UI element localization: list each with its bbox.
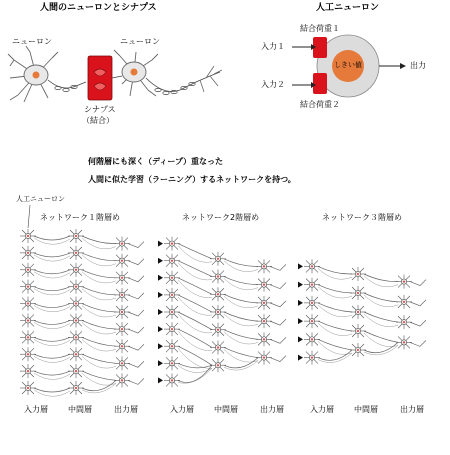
net1-axon <box>34 253 70 257</box>
artificial-neuron-title: 人工ニューロン <box>316 3 380 13</box>
threshold-label: しきい値 <box>334 61 362 69</box>
net3-layer2-neuron-icon <box>350 324 366 338</box>
net1-output-dendrite <box>128 344 144 350</box>
net3-layer1-neuron-icon <box>304 259 320 273</box>
net2-axon <box>178 278 212 294</box>
net3-layer1-neuron-icon <box>304 278 320 292</box>
net3-layer3-neuron-icon <box>396 275 412 289</box>
neuron-right-icon <box>114 50 158 96</box>
weight-1-label: 結合荷重１ <box>300 24 340 33</box>
net3-output-dendrite <box>410 340 426 346</box>
net1-layer3-neuron-icon <box>114 237 130 251</box>
net2-layer1-neuron-icon <box>164 271 180 285</box>
net2-layer1-neuron-icon <box>164 373 180 387</box>
axon-extension <box>146 66 222 95</box>
net1-output-dendrite <box>128 378 144 384</box>
net1-axon <box>82 356 116 368</box>
net2-axon <box>178 346 212 365</box>
net2-input-arrow-icon <box>158 241 163 247</box>
net1-axon <box>34 236 70 240</box>
net1-layer2-neuron-icon <box>68 330 84 344</box>
net2-layer1-neuron-icon <box>164 339 180 353</box>
net3-input-arrow-icon <box>298 318 303 324</box>
net1-output-dendrite <box>128 310 144 316</box>
net2-layer1-neuron-icon <box>164 237 180 251</box>
net2-layer1-neuron-icon <box>164 305 180 319</box>
net3-layer3-neuron-icon <box>396 315 412 329</box>
net2-axon <box>224 358 258 368</box>
net1-axon <box>82 339 116 351</box>
net1-layer3-neuron-icon <box>114 271 130 285</box>
net2-layer2-neuron-icon <box>210 252 226 266</box>
input-1-label: 入力１ <box>261 42 285 51</box>
net3-axon <box>318 321 352 331</box>
net2-axon <box>178 314 212 333</box>
net3-axon <box>364 331 398 342</box>
net3-axon <box>318 287 352 298</box>
net1-axon <box>34 337 70 341</box>
net2-axon <box>224 347 258 357</box>
net1-axon <box>34 356 70 362</box>
weight-2-label: 結合荷重２ <box>300 100 340 109</box>
net2-layer3-neuron-icon <box>256 332 272 346</box>
net2-output-dendrite <box>270 264 286 270</box>
net3-layer1-neuron-icon <box>304 296 320 310</box>
net1-axon <box>82 253 116 261</box>
net3-axon <box>318 339 352 350</box>
net3-axon <box>318 285 352 293</box>
net1-axon <box>34 373 70 379</box>
net1-axon <box>82 322 116 334</box>
net1-axon <box>82 371 116 380</box>
net2-axon <box>224 349 258 362</box>
net2-hidden-layer-label: 中間層 <box>214 405 238 414</box>
net3-layer2-neuron-icon <box>350 343 366 357</box>
net2-layer3-neuron-icon <box>256 259 272 273</box>
net1-output-dendrite <box>128 327 144 333</box>
net1-output-dendrite <box>128 259 144 265</box>
net2-axon <box>224 330 258 340</box>
net2-layer3-neuron-icon <box>256 296 272 310</box>
net3-layer1-neuron-icon <box>304 314 320 328</box>
net2-output-dendrite <box>270 301 286 307</box>
net1-layer1-neuron-icon <box>20 381 36 395</box>
neuron-left-icon <box>8 46 58 102</box>
net3-output-dendrite <box>410 300 426 306</box>
output-arrow-icon <box>400 63 406 69</box>
neuron-right-label: ニューロン <box>120 37 160 46</box>
net2-axon <box>178 312 212 330</box>
net1-layer1-neuron-icon <box>20 347 36 361</box>
weight-2-block <box>313 73 327 94</box>
net3-output-layer-label: 出力層 <box>400 405 424 414</box>
net3-axon <box>364 295 398 307</box>
net1-axon <box>82 304 116 312</box>
net2-input-arrow-icon <box>158 360 163 366</box>
deep-network <box>20 205 426 396</box>
artificial-neuron-label: 人工ニューロン <box>16 195 65 203</box>
net3-axon <box>364 333 398 347</box>
artificial-neuron-pointer <box>28 205 30 228</box>
net1-layer1-neuron-icon <box>20 263 36 277</box>
net2-axon <box>224 294 258 303</box>
net2-output-layer-label: 出力層 <box>260 405 284 414</box>
net1-layer2-neuron-icon <box>68 381 84 395</box>
net1-layer2-neuron-icon <box>68 280 84 294</box>
net3-input-arrow-icon <box>298 336 303 342</box>
axon-right <box>112 76 122 78</box>
network-3-title: ネットワーク３階層め <box>322 213 402 222</box>
net3-input-layer-label: 入力層 <box>310 405 334 414</box>
caption-line-1: 何階層にも深く（ディープ）重なった <box>88 157 224 166</box>
human-neuron-title: 人間のニューロンとシナプス <box>40 3 157 13</box>
net1-axon <box>34 238 70 244</box>
net1-axon <box>34 306 70 312</box>
input-2-label: 入力２ <box>261 80 285 89</box>
net1-axon <box>34 390 70 396</box>
net1-layer2-neuron-icon <box>68 246 84 260</box>
net1-layer3-neuron-icon <box>114 305 130 319</box>
net2-axon <box>178 297 212 315</box>
net3-input-arrow-icon <box>298 300 303 306</box>
network-2-title: ネットワーク2階層め <box>182 213 260 222</box>
net2-layer2-neuron-icon <box>210 358 226 372</box>
net1-layer1-neuron-icon <box>20 280 36 294</box>
net2-output-dendrite <box>270 283 286 289</box>
net2-axon <box>224 314 258 326</box>
net3-input-arrow-icon <box>298 355 303 361</box>
net3-output-dendrite <box>410 320 426 326</box>
net2-layer3-neuron-icon <box>256 278 272 292</box>
net1-layer1-neuron-icon <box>20 364 36 378</box>
net1-axon <box>34 371 70 375</box>
net2-input-arrow-icon <box>158 258 163 264</box>
net3-layer2-neuron-icon <box>350 305 366 319</box>
net1-axon <box>34 255 70 261</box>
net3-axon <box>364 293 398 302</box>
net2-axon <box>224 312 258 321</box>
net2-layer1-neuron-icon <box>164 356 180 370</box>
net1-axon <box>34 339 70 345</box>
net1-output-dendrite <box>128 242 144 248</box>
net2-axon <box>224 277 258 285</box>
net3-axon <box>364 314 398 327</box>
synapse-block <box>88 56 112 100</box>
net2-input-arrow-icon <box>158 326 163 332</box>
net3-layer3-neuron-icon <box>396 335 412 349</box>
net1-layer3-neuron-icon <box>114 254 130 268</box>
net2-layer2-neuron-icon <box>210 305 226 319</box>
net1-output-dendrite <box>128 361 144 367</box>
net2-layer2-neuron-icon <box>210 270 226 284</box>
net1-axon <box>34 287 70 291</box>
net3-output-dendrite <box>410 280 426 286</box>
net1-layer1-neuron-icon <box>20 297 36 311</box>
net1-hidden-layer-label: 中間層 <box>68 405 92 414</box>
net3-layer1-neuron-icon <box>304 351 320 365</box>
net2-layer1-neuron-icon <box>164 322 180 336</box>
net1-axon <box>34 270 70 274</box>
net1-layer2-neuron-icon <box>68 229 84 243</box>
net1-layer2-neuron-icon <box>68 313 84 327</box>
net3-layer2-neuron-icon <box>350 267 366 281</box>
net2-layer1-neuron-icon <box>164 254 180 268</box>
net1-axon <box>34 322 70 328</box>
net1-axon <box>82 306 116 317</box>
net3-layer3-neuron-icon <box>396 295 412 309</box>
axon-left <box>48 80 86 92</box>
net2-layer2-neuron-icon <box>210 323 226 337</box>
net1-layer3-neuron-icon <box>114 356 130 370</box>
net2-axon <box>224 296 258 308</box>
net2-input-arrow-icon <box>158 343 163 349</box>
net2-axon <box>178 263 212 280</box>
net1-input-layer-label: 入力層 <box>24 405 48 414</box>
net1-axon <box>34 289 70 295</box>
net2-axon <box>178 331 212 351</box>
net1-axon <box>34 304 70 308</box>
net1-axon <box>82 337 116 346</box>
net1-axon <box>34 354 70 358</box>
net2-layer3-neuron-icon <box>256 351 272 365</box>
net2-axon <box>178 246 212 263</box>
net3-axon <box>318 323 352 335</box>
biological-neurons-panel <box>8 46 222 102</box>
net2-layer2-neuron-icon <box>210 340 226 354</box>
net2-output-dendrite <box>270 337 286 343</box>
net1-output-layer-label: 出力層 <box>114 405 138 414</box>
net1-layer1-neuron-icon <box>20 246 36 260</box>
net1-layer1-neuron-icon <box>20 330 36 344</box>
net1-axon <box>82 270 116 278</box>
net1-layer2-neuron-icon <box>68 364 84 378</box>
net2-axon <box>224 332 258 344</box>
net1-axon <box>34 388 70 392</box>
net1-layer3-neuron-icon <box>114 373 130 387</box>
net3-axon <box>318 341 352 354</box>
net2-input-arrow-icon <box>158 275 163 281</box>
net1-layer1-neuron-icon <box>20 313 36 327</box>
net1-axon <box>82 354 116 363</box>
net3-axon <box>364 342 398 352</box>
net1-layer1-neuron-icon <box>20 229 36 243</box>
net3-axon <box>318 350 352 360</box>
net1-layer3-neuron-icon <box>114 322 130 336</box>
net3-layer1-neuron-icon <box>304 332 320 346</box>
net2-layer2-neuron-icon <box>210 287 226 301</box>
net3-input-arrow-icon <box>298 263 303 269</box>
net3-axon <box>318 303 352 312</box>
net3-hidden-layer-label: 中間層 <box>354 405 378 414</box>
net2-input-layer-label: 入力層 <box>170 405 194 414</box>
net1-layer2-neuron-icon <box>68 297 84 311</box>
net1-axon <box>82 320 116 329</box>
net1-axon <box>82 380 116 390</box>
output-label: 出力 <box>410 61 426 70</box>
net1-axon <box>82 287 116 295</box>
net1-layer2-neuron-icon <box>68 263 84 277</box>
net3-axon <box>364 312 398 322</box>
net2-input-arrow-icon <box>158 377 163 383</box>
synapse-label: シナプス <box>84 105 116 114</box>
net1-layer3-neuron-icon <box>114 288 130 302</box>
net1-axon <box>34 320 70 324</box>
net2-output-dendrite <box>270 356 286 362</box>
net1-axon <box>34 272 70 278</box>
net2-axon <box>178 329 212 347</box>
net3-layer2-neuron-icon <box>350 286 366 300</box>
net2-input-arrow-icon <box>158 292 163 298</box>
neuron-left-label: ニューロン <box>12 37 52 46</box>
net1-layer2-neuron-icon <box>68 347 84 361</box>
net2-layer3-neuron-icon <box>256 314 272 328</box>
caption-line-2: 人間に似た学習（ラーニング）するネットワークを持つ。 <box>88 175 296 184</box>
net2-input-arrow-icon <box>158 309 163 315</box>
net2-axon <box>178 261 212 277</box>
synapse-sub-label: （結合） <box>82 116 114 125</box>
net2-output-dendrite <box>270 319 286 325</box>
net1-axon <box>82 373 116 385</box>
net1-output-dendrite <box>128 276 144 282</box>
net2-layer1-neuron-icon <box>164 288 180 302</box>
network-1-title: ネットワーク１階層め <box>40 213 120 222</box>
net3-axon <box>318 305 352 317</box>
net3-input-arrow-icon <box>298 282 303 288</box>
net2-axon <box>178 280 212 298</box>
net1-layer3-neuron-icon <box>114 339 130 353</box>
net1-output-dendrite <box>128 293 144 299</box>
